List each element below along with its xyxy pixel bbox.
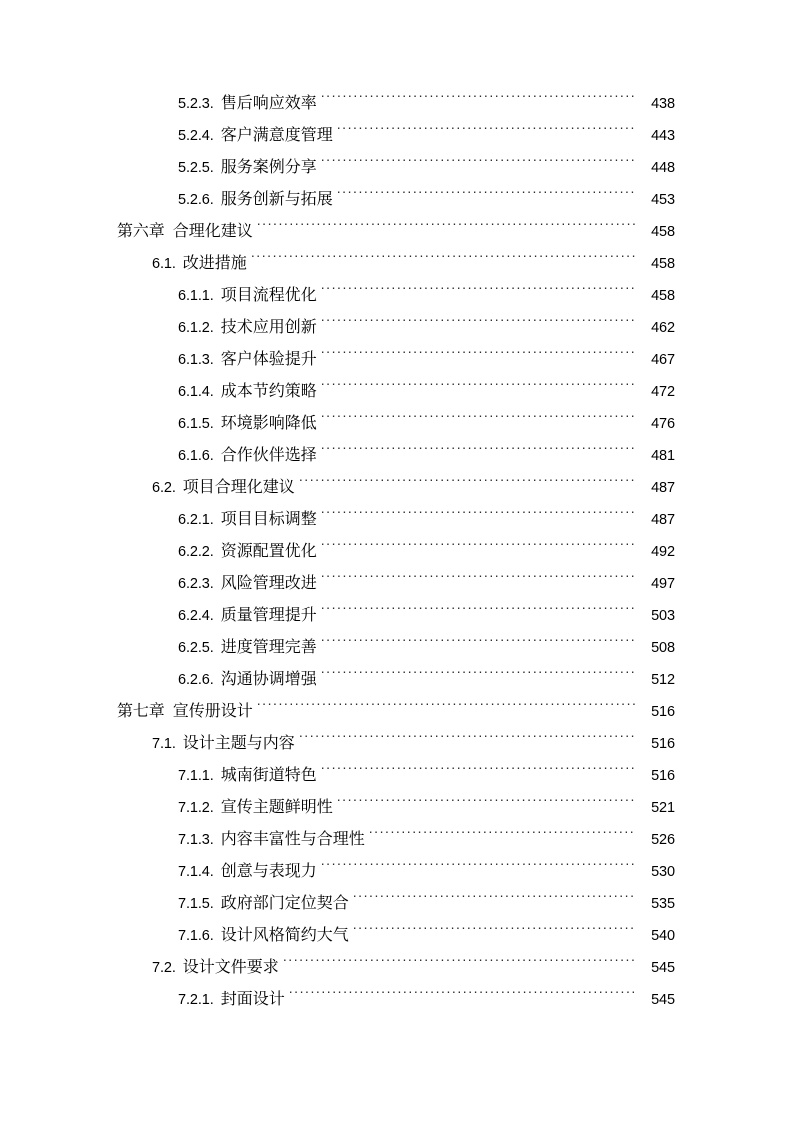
toc-entry-title: 改进措施 — [182, 255, 247, 272]
toc-entry-number: 7.2. — [152, 960, 176, 976]
toc-entry-page-number: 487 — [651, 480, 675, 496]
toc-entry[interactable] — [0, 984, 793, 1016]
toc-entry-number: 6.1.4. — [178, 384, 214, 400]
toc-entry-title: 宣传册设计 — [172, 703, 253, 720]
toc-entry-title: 技术应用创新 — [220, 319, 317, 336]
toc-dot-leader — [337, 797, 636, 813]
toc-entry[interactable] — [0, 856, 793, 888]
toc-entry[interactable] — [0, 120, 793, 152]
toc-entry-number: 6.2.2. — [178, 544, 214, 560]
toc-entry-page-number: 443 — [651, 128, 675, 144]
toc-entry-page-number: 530 — [651, 864, 675, 880]
toc-dot-leader — [289, 989, 636, 1005]
toc-dot-leader — [257, 221, 636, 237]
toc-entry-title: 合作伙伴选择 — [220, 447, 317, 464]
toc-entry-title: 客户满意度管理 — [220, 127, 333, 144]
toc-entry-page-number: 545 — [651, 960, 675, 976]
toc-entry-number: 7.1.3. — [178, 832, 214, 848]
toc-entry[interactable] — [0, 504, 793, 536]
toc-entry-number: 5.2.4. — [178, 128, 214, 144]
toc-entry[interactable] — [0, 440, 793, 472]
toc-entry-title: 服务案例分享 — [220, 159, 317, 176]
toc-dot-leader — [321, 317, 636, 333]
toc-entry-title: 内容丰富性与合理性 — [220, 831, 365, 848]
toc-entry[interactable] — [0, 824, 793, 856]
toc-entry-number: 7.1.6. — [178, 928, 214, 944]
toc-entry[interactable] — [0, 568, 793, 600]
toc-entry-page-number: 458 — [651, 224, 675, 240]
toc-entry[interactable] — [0, 376, 793, 408]
toc-dot-leader — [321, 573, 636, 589]
toc-entry-title: 项目合理化建议 — [182, 479, 295, 496]
toc-entry[interactable] — [0, 600, 793, 632]
toc-dot-leader — [321, 349, 636, 365]
toc-dot-leader — [321, 285, 636, 301]
toc-entry-page-number: 535 — [651, 896, 675, 912]
toc-entry-title: 质量管理提升 — [220, 607, 317, 624]
toc-entry[interactable] — [0, 792, 793, 824]
toc-dot-leader — [321, 93, 636, 109]
toc-entry-title: 项目目标调整 — [220, 511, 317, 528]
toc-entry-page-number: 540 — [651, 928, 675, 944]
toc-dot-leader — [321, 669, 636, 685]
toc-entry-title: 设计风格简约大气 — [220, 927, 349, 944]
toc-entry-page-number: 481 — [651, 448, 675, 464]
toc-entry-page-number: 521 — [651, 800, 675, 816]
toc-entry-page-number: 458 — [651, 288, 675, 304]
toc-entry-title: 创意与表现力 — [220, 863, 317, 880]
toc-entry-title: 服务创新与拓展 — [220, 191, 333, 208]
toc-entry-number: 7.1. — [152, 736, 176, 752]
toc-dot-leader — [257, 701, 636, 717]
toc-entry-page-number: 512 — [651, 672, 675, 688]
toc-entry-title: 项目流程优化 — [220, 287, 317, 304]
toc-entry-number: 6.2.5. — [178, 640, 214, 656]
toc-entry-title: 风险管理改进 — [220, 575, 317, 592]
toc-entry-title: 设计文件要求 — [182, 959, 279, 976]
toc-entry[interactable] — [0, 952, 793, 984]
toc-entry[interactable] — [0, 632, 793, 664]
toc-entry[interactable] — [0, 280, 793, 312]
toc-entry[interactable] — [0, 760, 793, 792]
toc-entry-title: 售后响应效率 — [220, 95, 317, 112]
toc-entry-title: 进度管理完善 — [220, 639, 317, 656]
toc-dot-leader — [321, 605, 636, 621]
toc-dot-leader — [299, 733, 636, 749]
toc-entry-number: 5.2.3. — [178, 96, 214, 112]
toc-entry-title: 资源配置优化 — [220, 543, 317, 560]
toc-dot-leader — [321, 509, 636, 525]
toc-entry-page-number: 516 — [651, 736, 675, 752]
toc-entry-page-number: 438 — [651, 96, 675, 112]
toc-entry-number: 6.1. — [152, 256, 176, 272]
toc-entry-number: 6.2.1. — [178, 512, 214, 528]
toc-entry-number: 7.1.4. — [178, 864, 214, 880]
toc-entry[interactable] — [0, 216, 793, 248]
toc-entry-page-number: 497 — [651, 576, 675, 592]
toc-entry-page-number: 458 — [651, 256, 675, 272]
toc-entry[interactable] — [0, 472, 793, 504]
toc-dot-leader — [321, 637, 636, 653]
toc-entry-title: 成本节约策略 — [220, 383, 317, 400]
toc-dot-leader — [369, 829, 636, 845]
toc-entry-page-number: 516 — [651, 768, 675, 784]
toc-dot-leader — [337, 125, 636, 141]
toc-entry[interactable] — [0, 408, 793, 440]
table-of-contents — [0, 88, 793, 1016]
toc-entry-number: 6.1.5. — [178, 416, 214, 432]
toc-entry-title: 合理化建议 — [172, 223, 253, 240]
toc-entry[interactable] — [0, 152, 793, 184]
toc-entry-page-number: 448 — [651, 160, 675, 176]
toc-entry[interactable] — [0, 664, 793, 696]
toc-entry-page-number: 487 — [651, 512, 675, 528]
toc-entry-page-number: 453 — [651, 192, 675, 208]
toc-entry-page-number: 508 — [651, 640, 675, 656]
toc-dot-leader — [321, 765, 636, 781]
toc-entry-number: 7.1.5. — [178, 896, 214, 912]
toc-dot-leader — [321, 445, 636, 461]
toc-entry[interactable] — [0, 920, 793, 952]
toc-entry-number: 5.2.6. — [178, 192, 214, 208]
toc-entry-page-number: 492 — [651, 544, 675, 560]
toc-entry-number: 6.2.6. — [178, 672, 214, 688]
toc-entry-page-number: 476 — [651, 416, 675, 432]
toc-dot-leader — [321, 541, 636, 557]
toc-entry-title: 政府部门定位契合 — [220, 895, 349, 912]
toc-entry-number: 6.1.6. — [178, 448, 214, 464]
toc-entry-title: 沟通协调增强 — [220, 671, 317, 688]
toc-entry[interactable] — [0, 696, 793, 728]
toc-dot-leader — [321, 381, 636, 397]
toc-entry-title: 客户体验提升 — [220, 351, 317, 368]
toc-entry-number: 6.2.3. — [178, 576, 214, 592]
toc-entry-title: 城南街道特色 — [220, 767, 317, 784]
toc-entry-page-number: 526 — [651, 832, 675, 848]
toc-dot-leader — [299, 477, 636, 493]
toc-entry-number: 5.2.5. — [178, 160, 214, 176]
toc-entry[interactable] — [0, 312, 793, 344]
toc-entry-page-number: 516 — [651, 704, 675, 720]
toc-entry[interactable] — [0, 184, 793, 216]
toc-dot-leader — [283, 957, 636, 973]
toc-dot-leader — [321, 413, 636, 429]
toc-entry-number: 6.1.3. — [178, 352, 214, 368]
toc-entry-number: 第六章 — [117, 223, 165, 240]
toc-entry-page-number: 467 — [651, 352, 675, 368]
toc-entry[interactable] — [0, 728, 793, 760]
toc-entry-title: 宣传主题鲜明性 — [220, 799, 333, 816]
toc-entry[interactable] — [0, 344, 793, 376]
toc-entry-number: 6.1.1. — [178, 288, 214, 304]
toc-entry-title: 设计主题与内容 — [182, 735, 295, 752]
toc-entry-number: 6.2.4. — [178, 608, 214, 624]
toc-entry-page-number: 472 — [651, 384, 675, 400]
toc-dot-leader — [321, 157, 636, 173]
toc-entry-number: 第七章 — [117, 703, 165, 720]
toc-entry-number: 7.1.2. — [178, 800, 214, 816]
toc-dot-leader — [353, 893, 636, 909]
toc-dot-leader — [353, 925, 636, 941]
toc-entry[interactable] — [0, 88, 793, 120]
toc-entry-number: 7.1.1. — [178, 768, 214, 784]
toc-entry-number: 6.1.2. — [178, 320, 214, 336]
toc-entry-title: 环境影响降低 — [220, 415, 317, 432]
toc-entry-title: 封面设计 — [220, 991, 285, 1008]
toc-dot-leader — [251, 253, 636, 269]
toc-entry[interactable] — [0, 536, 793, 568]
toc-dot-leader — [321, 861, 636, 877]
toc-entry-page-number: 545 — [651, 992, 675, 1008]
toc-dot-leader — [337, 189, 636, 205]
toc-entry-number: 6.2. — [152, 480, 176, 496]
toc-entry[interactable] — [0, 248, 793, 280]
toc-entry-number: 7.2.1. — [178, 992, 214, 1008]
toc-entry[interactable] — [0, 888, 793, 920]
toc-entry-page-number: 462 — [651, 320, 675, 336]
toc-entry-page-number: 503 — [651, 608, 675, 624]
